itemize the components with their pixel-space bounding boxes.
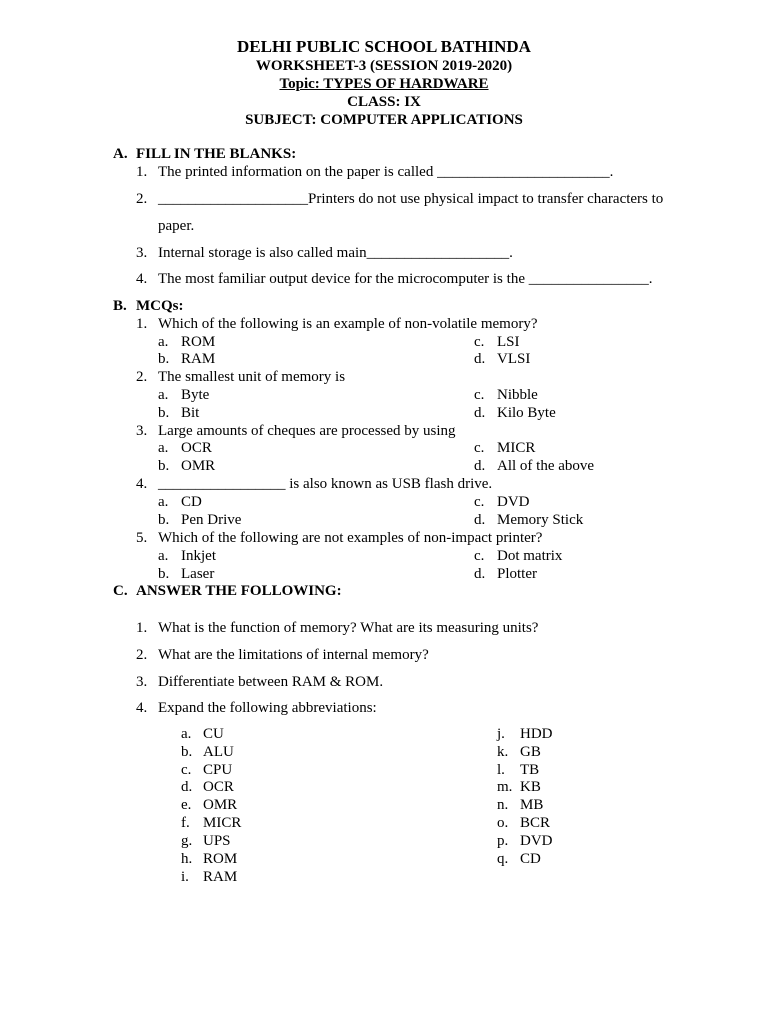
abbr-text: UPS: [203, 833, 231, 849]
option-marker: d.: [474, 566, 486, 582]
abbr-text: DVD: [520, 833, 553, 849]
abbr-text: CD: [520, 851, 541, 867]
question-number: 1.: [136, 316, 148, 332]
section-a-marker: A.: [113, 146, 128, 162]
option-marker: b.: [158, 351, 170, 367]
question-number: 4.: [136, 271, 148, 287]
abbr-text: BCR: [520, 815, 551, 831]
abbr-text: CPU: [203, 762, 233, 778]
question-number: 1.: [136, 164, 148, 180]
abbr-text: KB: [520, 779, 541, 795]
abbr-marker: p.: [497, 833, 509, 849]
option-marker: b.: [158, 512, 170, 528]
question-number: 2.: [136, 647, 148, 663]
option-marker: b.: [158, 458, 170, 474]
question-text: The printed information on the paper is called _______________________.: [158, 164, 614, 180]
option-text: Plotter: [497, 566, 537, 582]
option-text: MICR: [497, 440, 536, 456]
option-marker: c.: [474, 440, 485, 456]
option-text: CD: [181, 494, 202, 510]
question-text: _________________ is also known as USB flash drive.: [158, 476, 493, 492]
abbr-marker: c.: [181, 762, 192, 778]
option-marker: d.: [474, 405, 486, 421]
question-number: 2.: [136, 369, 148, 385]
abbr-marker: i.: [181, 869, 189, 885]
abbr-marker: d.: [181, 779, 193, 795]
question-number: 2.: [136, 191, 148, 207]
question-number: 3.: [136, 674, 148, 690]
question-text: Expand the following abbreviations:: [158, 700, 377, 716]
option-marker: d.: [474, 351, 486, 367]
option-text: Pen Drive: [181, 512, 242, 528]
abbr-text: GB: [520, 744, 541, 760]
option-text: Laser: [181, 566, 215, 582]
option-marker: b.: [158, 405, 170, 421]
section-a-title: FILL IN THE BLANKS:: [136, 146, 297, 162]
question-text: The most familiar output device for the microcomputer is the ________________.: [158, 271, 653, 287]
option-text: RAM: [181, 351, 216, 367]
abbr-text: CU: [203, 726, 224, 742]
option-text: Inkjet: [181, 548, 216, 564]
section-c-title: ANSWER THE FOLLOWING:: [136, 583, 342, 599]
option-text: Nibble: [497, 387, 538, 403]
abbr-text: ALU: [203, 744, 234, 760]
section-c-marker: C.: [113, 583, 128, 599]
question-text: Internal storage is also called main___________________.: [158, 245, 513, 261]
question-text: Which of the following is an example of non-volatile memory?: [158, 316, 538, 332]
question-number: 4.: [136, 476, 148, 492]
question-number: 4.: [136, 700, 148, 716]
abbr-text: ROM: [203, 851, 238, 867]
worksheet-header: [0, 36, 768, 129]
abbr-marker: j.: [497, 726, 505, 742]
option-marker: d.: [474, 512, 486, 528]
question-text: ____________________Printers do not use physical impact to transfer characters to: [158, 191, 664, 207]
abbr-marker: k.: [497, 744, 509, 760]
option-text: Bit: [181, 405, 200, 421]
abbr-text: OMR: [203, 797, 238, 813]
option-marker: a.: [158, 494, 169, 510]
question-text-continued: paper.: [158, 218, 195, 234]
option-text: VLSI: [497, 351, 531, 367]
school-name: DELHI PUBLIC SCHOOL BATHINDA: [237, 37, 531, 56]
abbr-text: MICR: [203, 815, 242, 831]
option-marker: c.: [474, 334, 485, 350]
abbr-text: OCR: [203, 779, 234, 795]
option-marker: a.: [158, 548, 169, 564]
abbr-marker: a.: [181, 726, 192, 742]
topic-line: Topic: TYPES OF HARDWARE: [279, 76, 489, 92]
question-text: The smallest unit of memory is: [158, 369, 346, 385]
option-text: Memory Stick: [497, 512, 584, 528]
abbr-marker: h.: [181, 851, 193, 867]
abbr-marker: e.: [181, 797, 192, 813]
question-text: Large amounts of cheques are processed by using: [158, 423, 456, 439]
question-text: What is the function of memory? What are its measuring units?: [158, 620, 539, 636]
option-marker: a.: [158, 334, 169, 350]
option-marker: b.: [158, 566, 170, 582]
option-marker: c.: [474, 494, 485, 510]
abbr-text: HDD: [520, 726, 553, 742]
option-marker: c.: [474, 387, 485, 403]
question-number: 5.: [136, 530, 148, 546]
abbr-marker: n.: [497, 797, 509, 813]
option-marker: a.: [158, 387, 169, 403]
abbr-marker: l.: [497, 762, 505, 778]
option-text: LSI: [497, 334, 520, 350]
option-text: ROM: [181, 334, 216, 350]
abbr-marker: q.: [497, 851, 509, 867]
worksheet-title: WORKSHEET-3 (SESSION 2019-2020): [255, 58, 513, 74]
question-text: Differentiate between RAM & ROM.: [158, 674, 384, 690]
question-number: 3.: [136, 423, 148, 439]
section-b-title: MCQs:: [136, 298, 184, 314]
abbr-marker: b.: [181, 744, 193, 760]
abbr-text: MB: [520, 797, 544, 813]
question-text: What are the limitations of internal memory?: [158, 647, 429, 663]
abbr-marker: o.: [497, 815, 509, 831]
option-text: OCR: [181, 440, 212, 456]
option-text: All of the above: [497, 458, 595, 474]
option-marker: c.: [474, 548, 485, 564]
subject-line: SUBJECT: COMPUTER APPLICATIONS: [245, 112, 523, 128]
question-number: 1.: [136, 620, 148, 636]
abbr-text: RAM: [203, 869, 238, 885]
option-text: Byte: [181, 387, 210, 403]
option-text: DVD: [497, 494, 530, 510]
abbr-marker: f.: [181, 815, 190, 831]
class-line: CLASS: IX: [347, 94, 421, 110]
section-b-marker: B.: [113, 298, 127, 314]
option-text: OMR: [181, 458, 216, 474]
abbr-text: TB: [520, 762, 540, 778]
abbr-marker: g.: [181, 833, 193, 849]
option-marker: d.: [474, 458, 486, 474]
option-marker: a.: [158, 440, 169, 456]
abbr-marker: m.: [497, 779, 513, 795]
option-text: Kilo Byte: [497, 405, 556, 421]
option-text: Dot matrix: [497, 548, 563, 564]
question-text: Which of the following are not examples of non-impact printer?: [158, 530, 543, 546]
question-number: 3.: [136, 245, 148, 261]
